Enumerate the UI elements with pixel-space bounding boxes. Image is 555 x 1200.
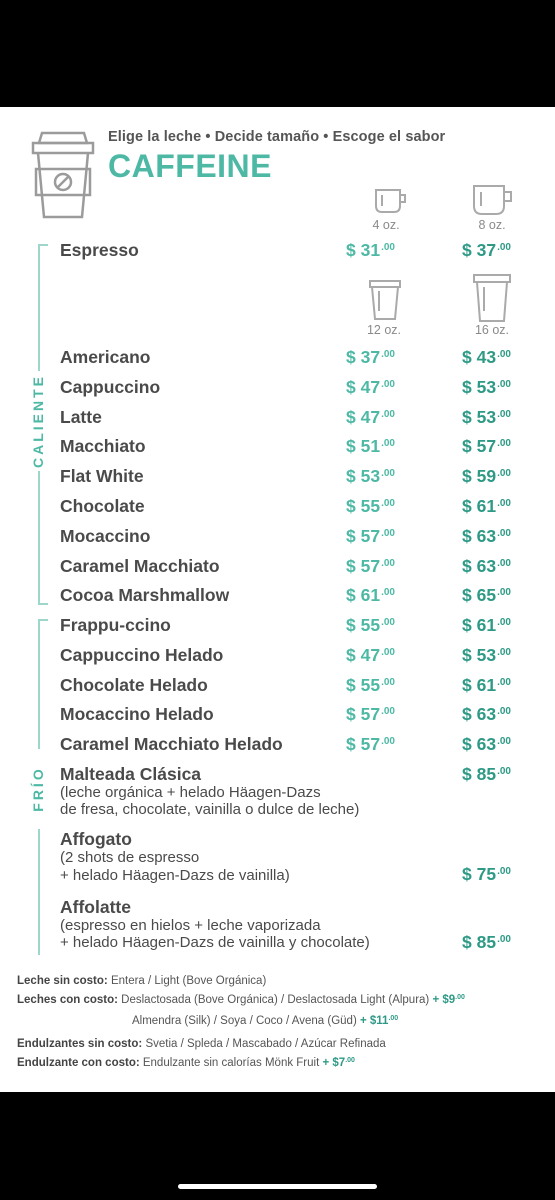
menu-item: Caramel Macchiato	[60, 555, 220, 576]
footer-sweet-paid: Endulzante con costo: Endulzante sin calorías Mönk Fruit + $\$7^{.00}$	[17, 1057, 355, 1069]
menu-item-affolatte: Affolatte	[60, 897, 131, 917]
section-label-cold: FRÍO	[28, 749, 48, 829]
menu-item-espresso: Espresso	[60, 240, 139, 260]
price-large: $ $63^{.00}$	[462, 525, 511, 546]
size-label-16oz: 16 oz.	[474, 323, 510, 337]
menu-item: Cocoa Marshmallow	[60, 585, 230, 606]
price-large: $ $65^{.00}$	[462, 585, 511, 606]
size-label-8oz: 8 oz.	[478, 218, 506, 232]
menu-item: Caramel Macchiato Helado	[60, 734, 283, 755]
menu-item: Chocolate Helado	[60, 674, 208, 695]
coffee-cup-logo-icon	[30, 129, 96, 225]
menu-item: Frappu-ccino	[60, 615, 171, 635]
menu-item: Mocaccino	[60, 525, 151, 546]
footer-milk-paid-2: Almendra (Silk) / Soya / Coco / Avena (Güd) + $\$11^{.00}$	[132, 1015, 399, 1027]
size-label-4oz: 4 oz.	[372, 218, 400, 232]
price-large: $ $53^{.00}$	[462, 644, 511, 665]
price-espresso-large: $ $37^{.00}$	[462, 240, 511, 260]
affolatte-desc-line1: (espresso en hielos + leche vaporizada	[60, 917, 321, 934]
price-small: $ $47^{.00}$	[346, 644, 395, 665]
hot-bracket-bottom	[38, 603, 48, 605]
cup-8oz-icon	[472, 184, 514, 216]
affogato-desc-line1: (2 shots de espresso	[60, 849, 200, 866]
price-small: $ $47^{.00}$	[346, 406, 395, 427]
price-large: $ $59^{.00}$	[462, 466, 511, 487]
price-large: $ $61^{.00}$	[462, 496, 511, 516]
menu-item: Chocolate	[60, 496, 145, 516]
home-indicator[interactable]	[178, 1184, 377, 1189]
malteada-desc-line1: (leche orgánica + helado Häagen-Dazs	[60, 784, 321, 801]
price-large: $ $63^{.00}$	[462, 555, 511, 576]
menu-item: Mocaccino Helado	[60, 704, 214, 725]
size-label-12oz: 12 oz.	[366, 323, 402, 337]
price-small: $ $57^{.00}$	[346, 555, 395, 576]
price-large: $ $61^{.00}$	[462, 674, 511, 695]
malteada-desc-line2: de fresa, chocolate, vainilla o dulce de leche)	[60, 801, 360, 818]
price-small: $ $55^{.00}$	[346, 674, 395, 695]
footer-sweet-free: Endulzantes sin costo: Svetia / Spleda / Mascabado / Azúcar Refinada	[17, 1038, 386, 1050]
hot-bracket-top	[38, 244, 48, 246]
price-large: $ $61^{.00}$	[462, 615, 511, 635]
price-small: $ $55^{.00}$	[346, 496, 395, 516]
price-small: $ $57^{.00}$	[346, 704, 395, 725]
affolatte-desc-line2: + helado Häagen-Dazs de vainilla y chocolate)	[60, 934, 370, 951]
cold-bracket-top	[38, 619, 48, 621]
cup-12oz-icon	[368, 279, 402, 321]
menu-item-affogato: Affogato	[60, 829, 132, 849]
footer-milk-free: Leche sin costo: Entera / Light (Bove Orgánica)	[17, 975, 267, 987]
section-label-hot: CALIENTE	[28, 371, 48, 471]
menu-item: Flat White	[60, 466, 144, 487]
price-affolatte: $ $85^{.00}$	[462, 932, 511, 952]
menu-item: Cappuccino Helado	[60, 644, 224, 665]
brand-title: CAFFEINE	[108, 148, 272, 184]
price-small: $ $55^{.00}$	[346, 615, 395, 635]
price-affogato: $ $75^{.00}$	[462, 864, 511, 884]
affogato-desc-line2: + helado Häagen-Dazs de vainilla)	[60, 867, 290, 884]
tagline: Elige la leche • Decide tamaño • Escoge el sabor	[108, 129, 446, 145]
price-large: $ $53^{.00}$	[462, 376, 511, 397]
price-large: $ $63^{.00}$	[462, 704, 511, 725]
menu-item: Latte	[60, 406, 102, 427]
price-large: $ $53^{.00}$	[462, 406, 511, 427]
price-large: $ $57^{.00}$	[462, 436, 511, 457]
price-small: $ $47^{.00}$	[346, 376, 395, 397]
price-small: $ $53^{.00}$	[346, 466, 395, 487]
price-small: $ $57^{.00}$	[346, 525, 395, 546]
menu-item: Americano	[60, 347, 151, 367]
price-small: $ $51^{.00}$	[346, 436, 395, 457]
cup-16oz-icon	[472, 273, 512, 323]
price-small: $ $37^{.00}$	[346, 347, 395, 367]
menu-card	[0, 107, 555, 1092]
menu-item: Cappuccino	[60, 376, 161, 397]
menu-item: Macchiato	[60, 436, 146, 457]
menu-item-malteada: Malteada Clásica	[60, 764, 202, 784]
price-malteada: $ $85^{.00}$	[462, 764, 511, 784]
price-espresso-small: $ $31^{.00}$	[346, 240, 395, 260]
price-large: $ $63^{.00}$	[462, 734, 511, 755]
price-small: $ $61^{.00}$	[346, 585, 395, 606]
price-large: $ $43^{.00}$	[462, 347, 511, 367]
cup-4oz-icon	[374, 188, 408, 214]
footer-milk-paid: Leches con costo: Deslactosada (Bove Orgánica) / Deslactosada Light (Alpura) + $\$9^{.00}$	[17, 994, 465, 1006]
price-small: $ $57^{.00}$	[346, 734, 395, 755]
